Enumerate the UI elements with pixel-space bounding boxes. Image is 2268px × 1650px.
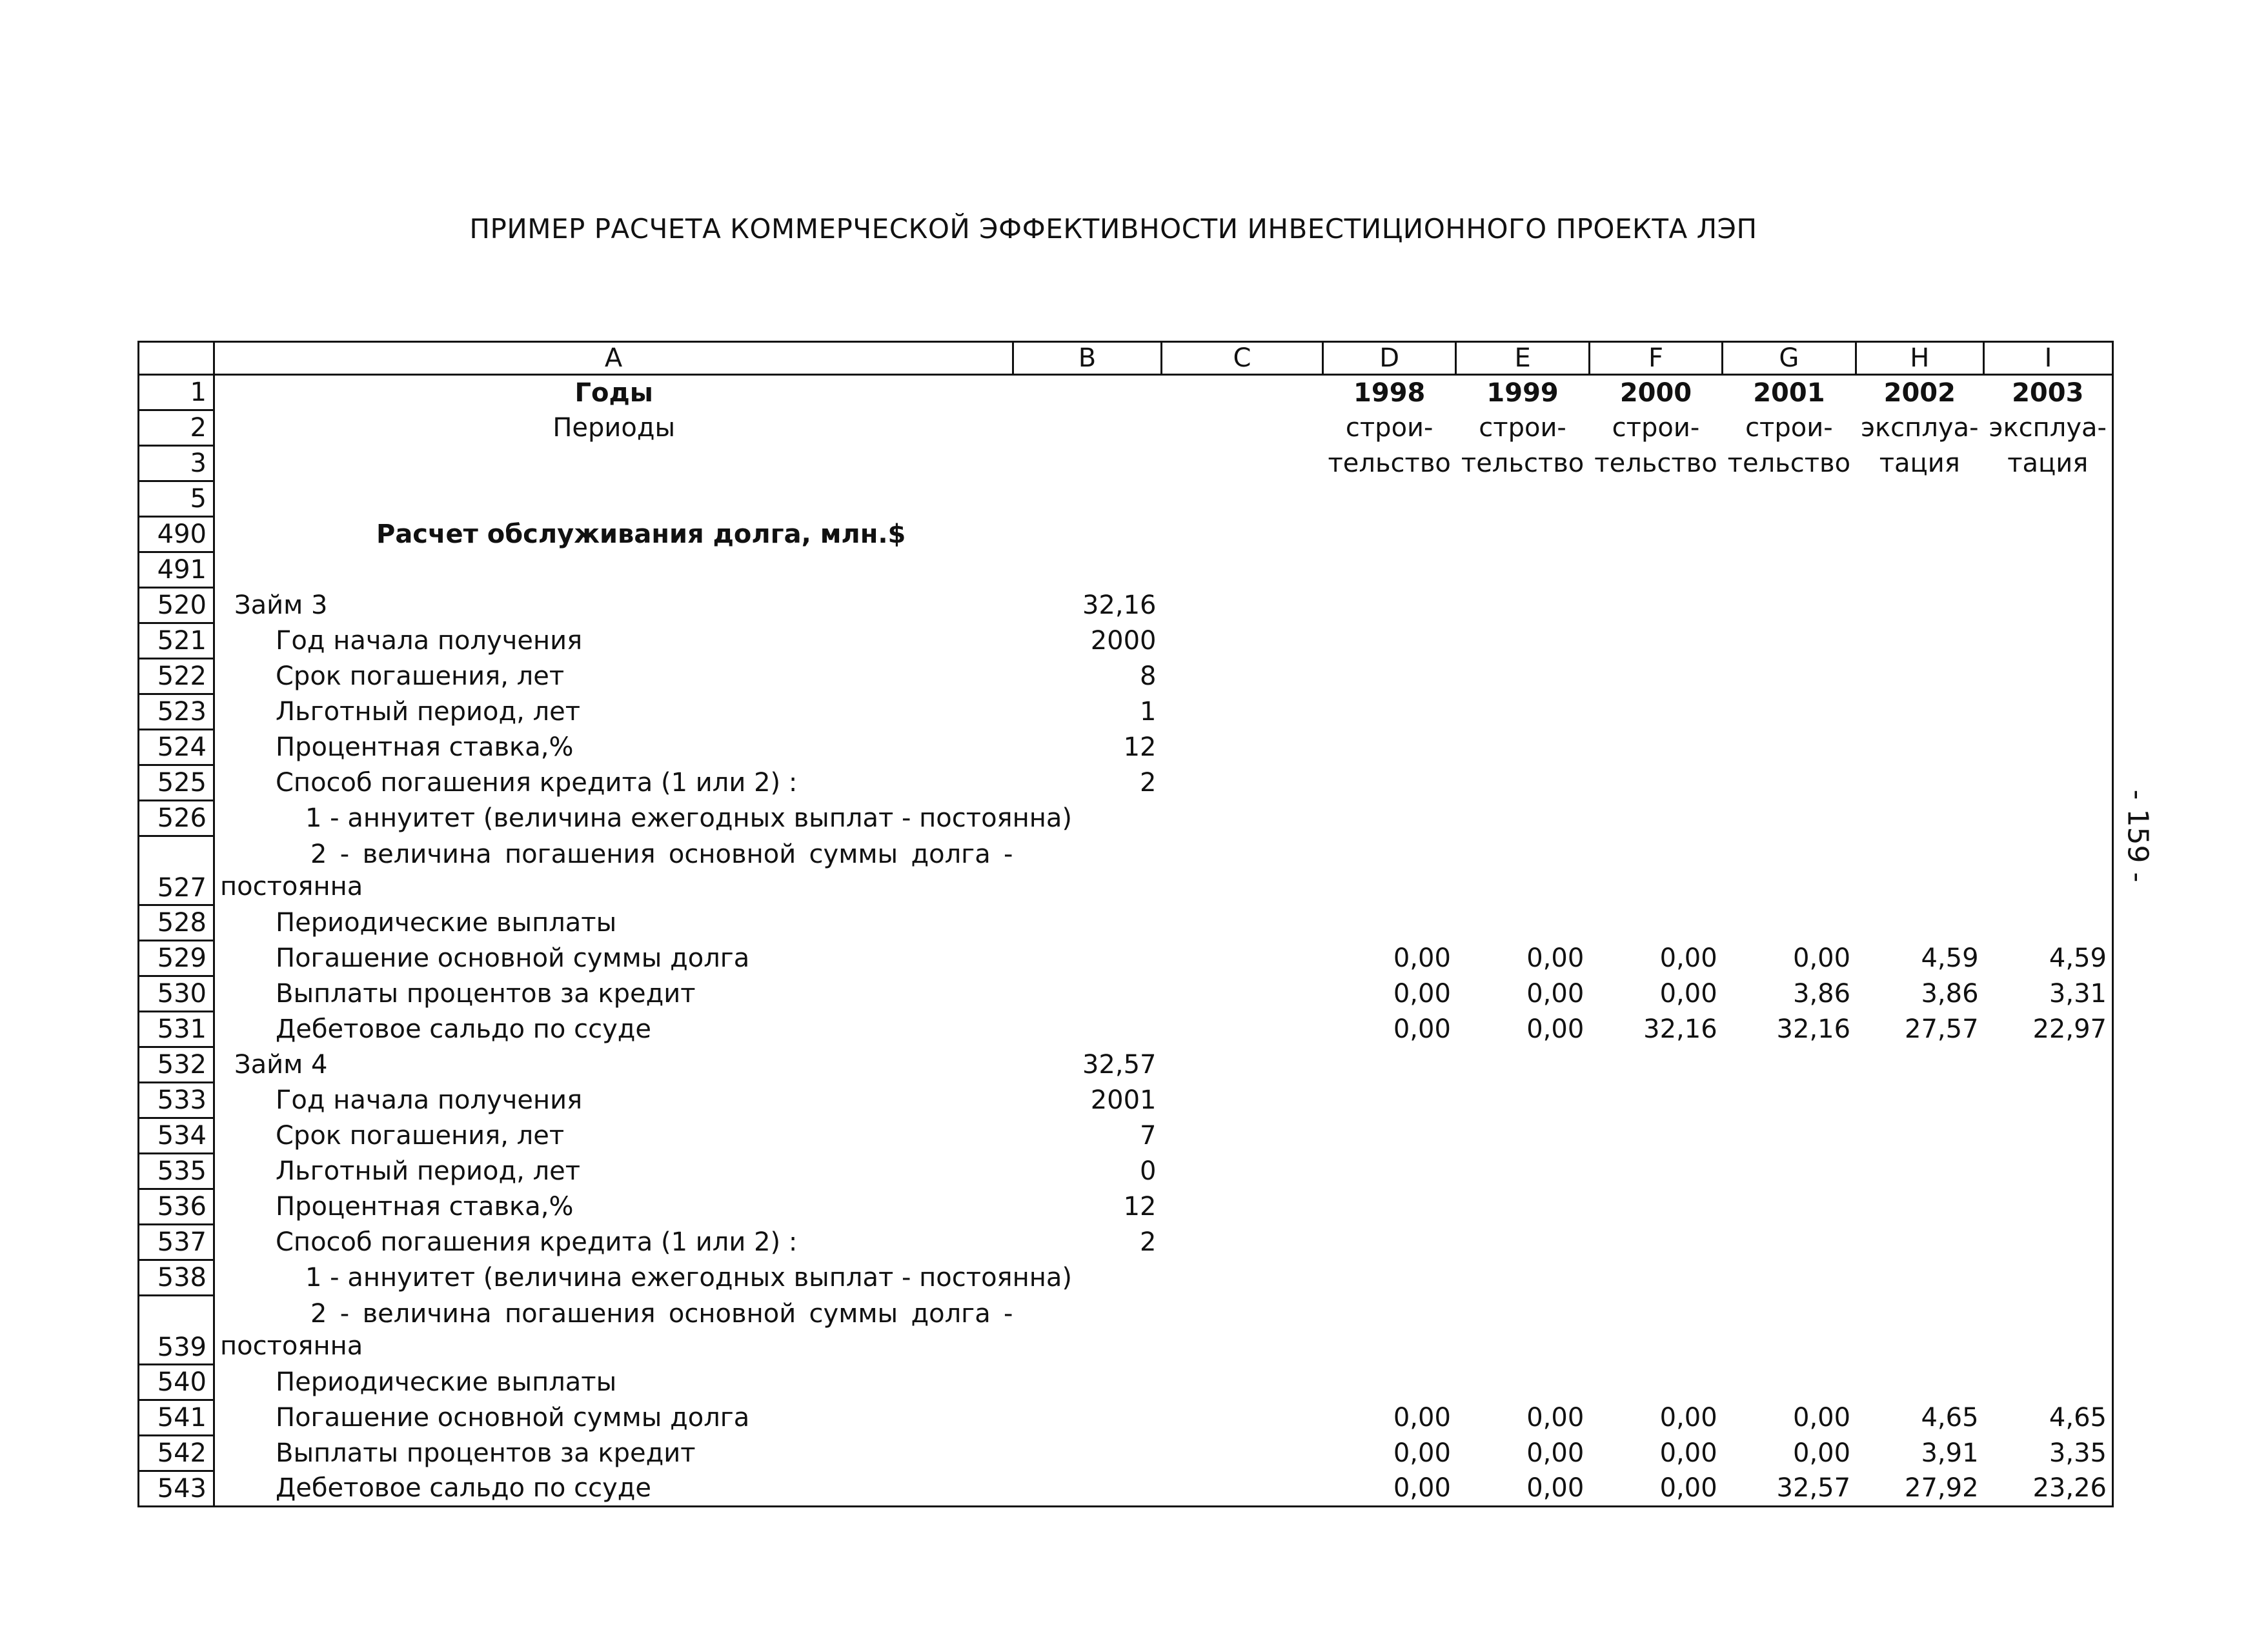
- option-text-cell: [214, 836, 1013, 905]
- value-cell: 3,86: [1921, 979, 1979, 1009]
- period-cell: эксплуа-: [1861, 413, 1979, 443]
- value-cell: 0,00: [1393, 1403, 1451, 1433]
- value-cell: 0,00: [1456, 1471, 1589, 1507]
- period-cell: тельство: [1594, 448, 1717, 478]
- table-row: [139, 1083, 2113, 1118]
- value-cell: 23,26: [1984, 1471, 2113, 1507]
- param-label: Год начала получения: [214, 623, 1013, 659]
- value-cell: 0,00: [1793, 1403, 1851, 1433]
- option-text: 1 - аннуитет (величина ежегодных выплат - постоянна): [214, 801, 1162, 836]
- row-number[interactable]: 3: [139, 446, 214, 481]
- param-value: 8: [1140, 661, 1157, 691]
- param-label: Способ погашения кредита (1 или 2) :: [214, 1225, 1013, 1260]
- table-row: [139, 801, 2113, 836]
- param-label: Дебетовое сальдо по ссуде: [214, 1471, 1013, 1507]
- param-label: Погашение основной суммы долга: [214, 1400, 1013, 1436]
- period-cell: тация: [1879, 448, 1960, 478]
- row-number[interactable]: 529: [139, 941, 214, 976]
- spreadsheet-table: [137, 341, 2114, 1507]
- value-cell: 27,92: [1856, 1471, 1983, 1507]
- table-row: [139, 836, 2113, 905]
- column-header[interactable]: G: [1723, 342, 1856, 375]
- table-row: [139, 1260, 2113, 1296]
- value-cell: 0,00: [1659, 1403, 1717, 1433]
- option-text-cont: постоянна: [220, 872, 363, 901]
- corner-cell: [139, 342, 214, 375]
- param-label: Процентная ставка,%: [214, 730, 1013, 765]
- value-cell: 4,65: [1984, 1400, 2113, 1436]
- years-label: Годы: [214, 375, 1013, 410]
- option-text: 1 - аннуитет (величина ежегодных выплат - постоянна): [214, 1260, 1162, 1296]
- row-number[interactable]: 1: [139, 375, 214, 410]
- param-value: 2: [1140, 768, 1157, 798]
- row-number[interactable]: 526: [139, 801, 214, 836]
- table-row: [139, 976, 2113, 1012]
- table-row: [139, 552, 2113, 588]
- table-row: [139, 1047, 2113, 1083]
- row-number[interactable]: 538: [139, 1260, 214, 1296]
- param-label: Выплаты процентов за кредит: [214, 1436, 1013, 1471]
- value-cell: 0,00: [1793, 943, 1851, 973]
- value-cell: 3,91: [1921, 1438, 1979, 1468]
- table-row: [139, 765, 2113, 801]
- param-value: 12: [1123, 732, 1157, 762]
- param-label: Срок погашения, лет: [214, 659, 1013, 694]
- column-header[interactable]: H: [1856, 342, 1983, 375]
- period-cell: тельство: [1328, 448, 1451, 478]
- table-row: [139, 481, 2113, 517]
- param-label: Процентная ставка,%: [214, 1189, 1013, 1225]
- row-number[interactable]: 523: [139, 694, 214, 730]
- table-row: [139, 941, 2113, 976]
- table-row: [139, 1189, 2113, 1225]
- column-header[interactable]: I: [1984, 342, 2113, 375]
- table-row: [139, 1365, 2113, 1400]
- value-cell: 0,00: [1393, 943, 1451, 973]
- period-cell: строи-: [1745, 413, 1833, 443]
- row-number[interactable]: 491: [139, 552, 214, 588]
- row-number[interactable]: 535: [139, 1154, 214, 1189]
- year-cell: 2002: [1883, 377, 1956, 408]
- period-cell: тельство: [1727, 448, 1851, 478]
- row-number[interactable]: 530: [139, 976, 214, 1012]
- param-value: 2: [1140, 1227, 1157, 1257]
- value-cell: 32,57: [1723, 1471, 1856, 1507]
- row-number[interactable]: 539: [139, 1296, 214, 1365]
- row-number[interactable]: 531: [139, 1012, 214, 1047]
- value-cell: 22,97: [1984, 1012, 2113, 1047]
- row-number[interactable]: 542: [139, 1436, 214, 1471]
- row-number[interactable]: 2: [139, 410, 214, 446]
- row-number[interactable]: 537: [139, 1225, 214, 1260]
- year-cell: 1998: [1353, 377, 1426, 408]
- year-cell: 1999: [1486, 377, 1559, 408]
- loan-name: Займ 4: [214, 1047, 1013, 1083]
- row-number[interactable]: 533: [139, 1083, 214, 1118]
- table-row: [139, 1471, 2113, 1507]
- year-cell: 2000: [1619, 377, 1692, 408]
- param-label: Льготный период, лет: [214, 694, 1013, 730]
- value-cell: 0,00: [1793, 1438, 1851, 1468]
- param-label: Год начала получения: [214, 1083, 1013, 1118]
- table-row: [139, 446, 2113, 481]
- value-cell: 32,16: [1776, 1014, 1851, 1044]
- table-row: [139, 1296, 2113, 1365]
- row-number[interactable]: 521: [139, 623, 214, 659]
- param-value: 12: [1123, 1192, 1157, 1222]
- page-title: ПРИМЕР РАСЧЕТА КОММЕРЧЕСКОЙ ЭФФЕКТИВНОСТИ ИНВЕСТИЦИОННОГО ПРОЕКТА ЛЭП: [469, 213, 1757, 245]
- value-cell: 0,00: [1393, 979, 1451, 1009]
- table-row: [139, 410, 2113, 446]
- period-cell: эксплуа-: [1984, 410, 2113, 446]
- value-cell: 0,00: [1393, 1014, 1451, 1044]
- table-row: [139, 623, 2113, 659]
- column-header-row: [139, 342, 2113, 375]
- loan-name: Займ 3: [214, 588, 1013, 623]
- param-label: Погашение основной суммы долга: [214, 941, 1013, 976]
- row-number[interactable]: 524: [139, 730, 214, 765]
- table-row: [139, 1012, 2113, 1047]
- value-cell: 3,86: [1793, 979, 1851, 1009]
- table-row: [139, 517, 2113, 552]
- column-header[interactable]: D: [1323, 342, 1456, 375]
- period-cell: тация: [1984, 446, 2113, 481]
- value-cell: 32,16: [1643, 1014, 1717, 1044]
- loan-amount: 32,16: [1082, 590, 1157, 620]
- value-cell: 0,00: [1659, 1438, 1717, 1468]
- value-cell: 4,65: [1921, 1403, 1979, 1433]
- table-row: [139, 588, 2113, 623]
- column-header[interactable]: A: [214, 342, 1013, 375]
- value-cell: 3,35: [1984, 1436, 2113, 1471]
- row-number[interactable]: 534: [139, 1118, 214, 1154]
- period-cell: строи-: [1612, 413, 1700, 443]
- page-number: - 159 -: [2121, 789, 2154, 883]
- section-title: Расчет обслуживания долга, млн.$: [214, 517, 1013, 552]
- param-value: 2000: [1090, 626, 1157, 656]
- value-cell: 4,59: [1921, 943, 1979, 973]
- table-row: [139, 1400, 2113, 1436]
- option-text: 2 - величина погашения основной суммы долга -: [310, 1299, 1013, 1329]
- value-cell: 0,00: [1659, 979, 1717, 1009]
- param-label: Льготный период, лет: [214, 1154, 1013, 1189]
- row-number[interactable]: 532: [139, 1047, 214, 1083]
- value-cell: 0,00: [1393, 1438, 1451, 1468]
- year-cell: 2001: [1753, 377, 1825, 408]
- table-row: [139, 1436, 2113, 1471]
- periods-label: Периоды: [214, 410, 1013, 446]
- param-value: 1: [1140, 697, 1157, 727]
- value-cell: 0,00: [1659, 943, 1717, 973]
- value-cell: 0,00: [1589, 1471, 1722, 1507]
- table-row: [139, 659, 2113, 694]
- row-number[interactable]: 520: [139, 588, 214, 623]
- param-label: Способ погашения кредита (1 или 2) :: [214, 765, 1013, 801]
- table-row: [139, 905, 2113, 941]
- row-number[interactable]: 536: [139, 1189, 214, 1225]
- value-cell: 0,00: [1526, 943, 1585, 973]
- value-cell: 0,00: [1526, 1014, 1585, 1044]
- column-header[interactable]: E: [1456, 342, 1589, 375]
- param-label: Срок погашения, лет: [214, 1118, 1013, 1154]
- param-value: 2001: [1090, 1085, 1157, 1115]
- param-value: 7: [1140, 1121, 1157, 1151]
- row-number[interactable]: 528: [139, 905, 214, 941]
- row-number[interactable]: 541: [139, 1400, 214, 1436]
- table-row: [139, 375, 2113, 410]
- period-cell: строи-: [1479, 413, 1566, 443]
- value-cell: 3,31: [1984, 976, 2113, 1012]
- value-cell: 0,00: [1323, 1471, 1456, 1507]
- value-cell: 0,00: [1526, 1438, 1585, 1468]
- year-cell: 2003: [1984, 375, 2113, 410]
- table-row: [139, 1154, 2113, 1189]
- param-label: Периодические выплаты: [214, 905, 1013, 941]
- value-cell: 0,00: [1526, 979, 1585, 1009]
- table-row: [139, 694, 2113, 730]
- table-row: [139, 1225, 2113, 1260]
- row-number[interactable]: 525: [139, 765, 214, 801]
- column-header[interactable]: B: [1013, 342, 1162, 375]
- value-cell: 4,59: [1984, 941, 2113, 976]
- row-number[interactable]: 540: [139, 1365, 214, 1400]
- param-label: Выплаты процентов за кредит: [214, 976, 1013, 1012]
- row-number[interactable]: 5: [139, 481, 214, 517]
- value-cell: 27,57: [1905, 1014, 1979, 1044]
- option-text-cell: [214, 1296, 1013, 1365]
- param-value: 0: [1140, 1156, 1157, 1186]
- param-label: Дебетовое сальдо по ссуде: [214, 1012, 1013, 1047]
- column-header[interactable]: C: [1162, 342, 1323, 375]
- value-cell: 0,00: [1526, 1403, 1585, 1433]
- table-row: [139, 1118, 2113, 1154]
- row-number[interactable]: 543: [139, 1471, 214, 1507]
- table-row: [139, 730, 2113, 765]
- loan-amount: 32,57: [1082, 1050, 1157, 1080]
- row-number[interactable]: 522: [139, 659, 214, 694]
- column-header[interactable]: F: [1589, 342, 1722, 375]
- row-number[interactable]: 527: [139, 836, 214, 905]
- option-text-cont: постоянна: [220, 1331, 363, 1361]
- option-text: 2 - величина погашения основной суммы долга -: [310, 840, 1013, 869]
- row-number[interactable]: 490: [139, 517, 214, 552]
- period-cell: строи-: [1345, 413, 1433, 443]
- param-label: Периодические выплаты: [214, 1365, 1013, 1400]
- period-cell: тельство: [1461, 448, 1585, 478]
